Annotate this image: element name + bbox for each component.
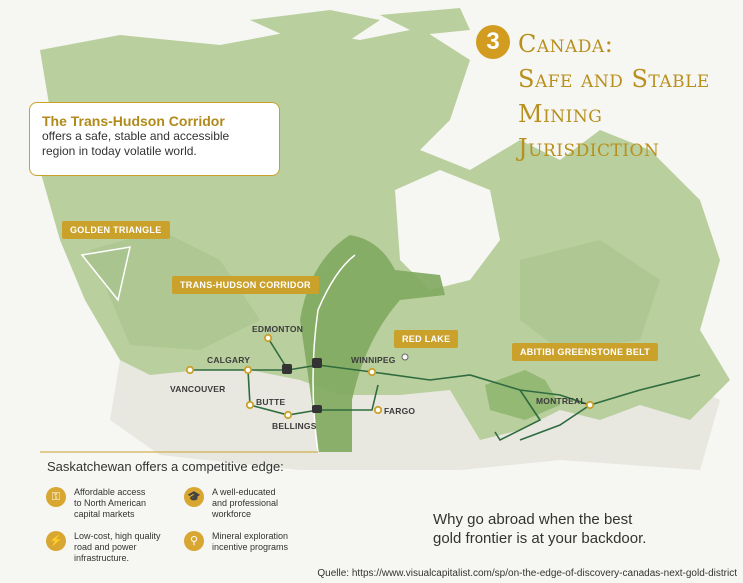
key-icon: ⚿ (46, 487, 66, 507)
title-line-1: Canada: (518, 30, 614, 58)
feature-capital-markets (46, 487, 184, 520)
city-montreal: MONTREAL (536, 396, 586, 406)
region-label-abitibi: ABITIBI GREENSTONE BELT (512, 343, 658, 361)
region-label-golden-triangle: GOLDEN TRIANGLE (62, 221, 170, 239)
source-link[interactable]: Quelle: https://www.visualcapitalist.com/sp/on-the-edge-of-discovery-canadas-next-gold-district (317, 568, 737, 579)
feature-text: capital markets (74, 509, 135, 519)
feature-exploration (184, 531, 322, 553)
feature-text: road and power (74, 542, 137, 552)
tagline-line-2: gold frontier is at your backdoor. (433, 530, 647, 547)
feature-text: and professional (212, 498, 279, 508)
feature-text: workforce (212, 509, 252, 519)
competitive-edge-title: Saskatchewan offers a competitive edge: (47, 459, 284, 474)
title-line-4: Jurisdiction (518, 134, 660, 162)
feature-text: A well-educated (212, 487, 276, 497)
feature-text: incentive programs (212, 542, 289, 552)
feature-text: Mineral exploration (212, 531, 289, 541)
city-vancouver: VANCOUVER (170, 384, 226, 394)
title-line-2: Safe and Stable (518, 65, 710, 93)
city-winnipeg: WINNIPEG (351, 355, 396, 365)
city-bellings: BELLINGS (272, 421, 317, 431)
city-calgary: CALGARY (207, 355, 251, 365)
title-line-3: Mining (518, 100, 603, 128)
section-number-badge: 3 (476, 25, 510, 59)
trans-hudson-callout (29, 102, 280, 176)
highway-shield-icon (312, 405, 322, 413)
callout-line-2: region in today volatile world. (42, 144, 197, 158)
region-label-trans-hudson: TRANS-HUDSON CORRIDOR (172, 276, 319, 294)
graduation-cap-icon: 🎓 (184, 487, 204, 507)
region-label-red-lake: RED LAKE (394, 330, 458, 348)
highway-shield-icon (312, 358, 322, 368)
tagline (433, 510, 713, 548)
feature-text: Low-cost, high quality (74, 531, 161, 541)
callout-line-1: offers a safe, stable and accessible (42, 129, 230, 143)
city-edmonton: EDMONTON (252, 324, 304, 334)
feature-text: Affordable access (74, 487, 146, 497)
feature-text: to North American (74, 498, 147, 508)
magnifier-icon: ⚲ (184, 531, 204, 551)
callout-heading: The Trans-Hudson Corridor (42, 113, 225, 129)
feature-workforce (184, 487, 322, 520)
tagline-line-1: Why go abroad when the best (433, 511, 633, 528)
feature-infrastructure (46, 531, 184, 564)
feature-text: infrastructure. (74, 553, 130, 563)
highway-shield-icon (282, 364, 292, 374)
power-tower-icon: ⚡ (46, 531, 66, 551)
city-butte: BUTTE (256, 397, 286, 407)
city-fargo: FARGO (384, 406, 416, 416)
